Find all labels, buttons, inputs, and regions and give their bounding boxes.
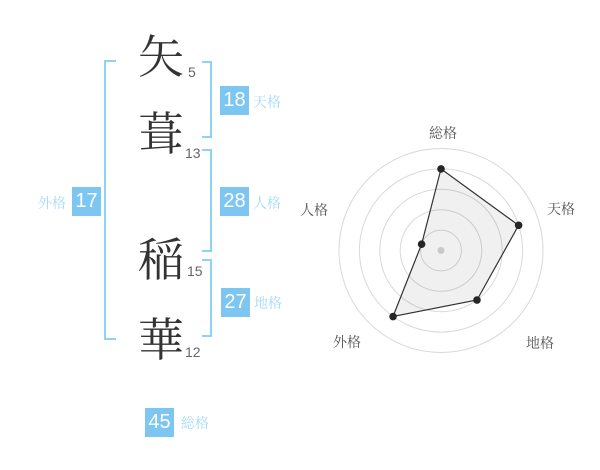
name-char-given-2: 華: [138, 314, 184, 366]
radar-axis-label-gaikaku: 外格: [333, 334, 361, 350]
gaikaku-value-badge: 17: [72, 187, 101, 216]
jinkaku-value-badge: 28: [220, 187, 249, 216]
jinkaku-bracket: [202, 149, 212, 252]
chikaku-label: 地格: [254, 295, 282, 311]
soukaku-label: 総格: [181, 415, 209, 431]
stroke-count-given-1: 15: [187, 263, 203, 279]
radar-axis-label-jinkaku: 人格: [300, 202, 328, 218]
name-char-family-1: 矢: [138, 31, 184, 83]
tenkaku-value-badge: 18: [220, 86, 249, 115]
gaikaku-bracket: [104, 60, 116, 340]
radar-axis-label-soukaku: 総格: [429, 125, 457, 141]
radar-axis-label-chikaku: 地格: [526, 335, 554, 351]
stroke-count-given-2: 12: [185, 344, 201, 360]
stroke-count-family-2: 13: [185, 145, 201, 161]
radar-axis-label-tenkaku: 天格: [547, 201, 575, 217]
chikaku-value-badge: 27: [221, 288, 250, 317]
gaikaku-label: 外格: [38, 195, 66, 211]
name-char-given-1: 稲: [138, 234, 184, 286]
name-char-family-2: 葺: [138, 108, 184, 160]
soukaku-value-badge: 45: [145, 408, 174, 437]
jinkaku-label: 人格: [253, 195, 281, 211]
tenkaku-label: 天格: [253, 94, 281, 110]
chikaku-bracket: [202, 259, 212, 337]
stroke-count-family-1: 5: [188, 64, 196, 80]
tenkaku-bracket: [202, 61, 212, 138]
radar-chart: [296, 110, 586, 365]
